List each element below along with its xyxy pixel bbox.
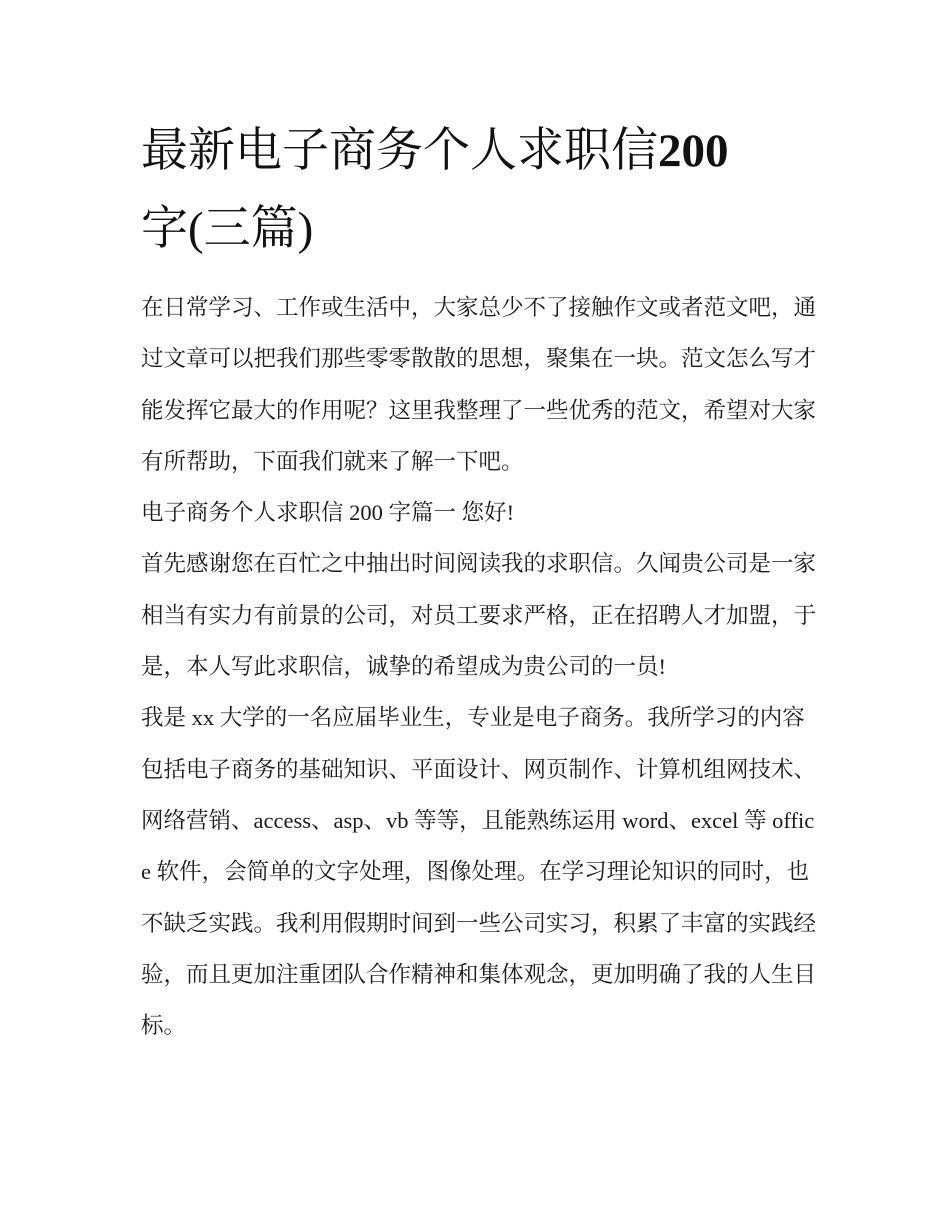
paragraph-thanks: 首先感谢您在百忙之中抽出时间阅读我的求职信。久闻贵公司是一家相当有实力有前景的公司，对员工要求严格，正在招聘人才加盟，于是，本人写此求职信，诚挚的希望成为贵公司的一员! [141,551,817,680]
title-text-number: 200 [658,125,729,177]
document-body [141,112,821,1051]
paragraph-section-heading: 电子商务个人求职信 200 字篇一 您好! [141,500,515,526]
title-text-cjk: 最新电子商务个人求职信 [141,125,658,177]
paragraph-intro: 在日常学习、工作或生活中，大家总少不了接触作文或者范文吧，通过文章可以把我们那些零零散散的思想，聚集在一块。范文怎么写才能发挥它最大的作用呢？这里我整理了一些优秀的范文，希望对大家有所帮助，下面我们就来了解一下吧。 [141,295,817,474]
title-text-line2: 字(三篇) [141,203,314,255]
paragraph-background: 我是 xx 大学的一名应届毕业生，专业是电子商务。我所学习的内容包括电子商务的基础知识、平面设计、网页制作、计算机组网技术、网络营销、access、asp、vb 等等，且能熟练运用 word、excel 等 office 软件，会简单的文字处理，图像处理。在学习理论知识的同时，也不缺乏实践。我利用假期时间到一些公司实习，积累了丰富的实践经验，而且更加注重团队合作精神和集体观念，更加明确了我的人生目标。 [141,705,817,1039]
document-title [141,112,821,268]
